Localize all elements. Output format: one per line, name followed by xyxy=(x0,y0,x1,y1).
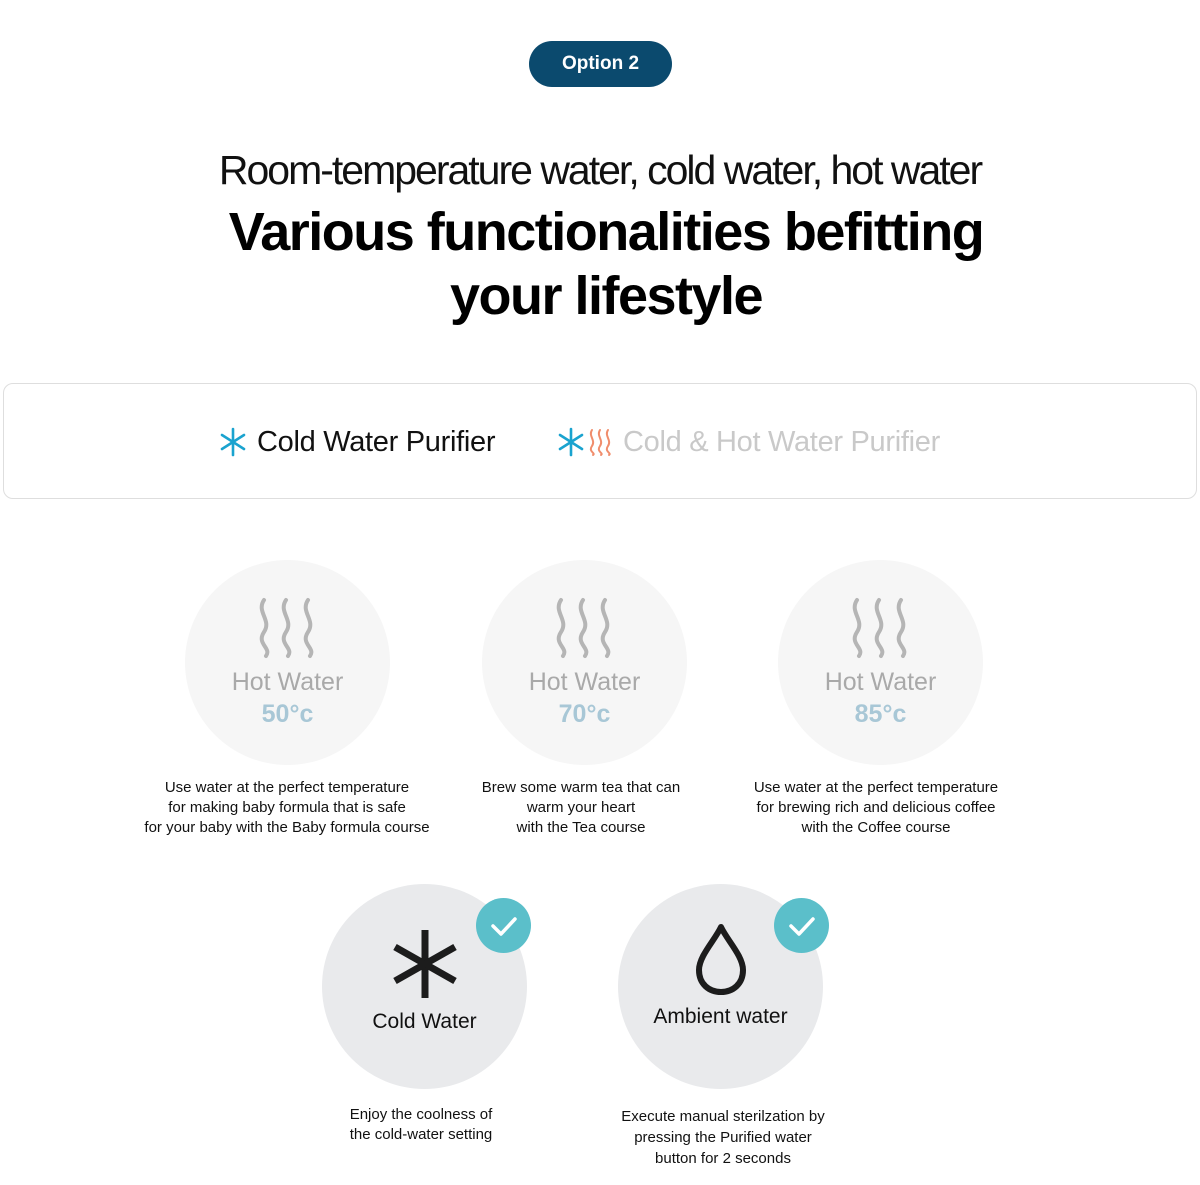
ambient-water-description: Execute manual sterilzation by pressing the Purified water button for 2 seconds xyxy=(621,1108,825,1167)
hot-water-50-description: Use water at the perfect temperature for making baby formula that is safe for your baby with the Baby formula course xyxy=(144,779,430,836)
steam-icon xyxy=(552,596,616,665)
water-drop-icon xyxy=(693,922,749,1001)
temperature-value: 70°c xyxy=(558,700,611,728)
checkmark-icon xyxy=(774,898,829,953)
temperature-value: 50°c xyxy=(261,700,314,728)
hot-water-85-description: Use water at the perfect temperature for brewing rich and delicious coffee with the Coffee course xyxy=(753,779,999,836)
hot-water-label: Hot Water xyxy=(528,668,641,696)
asterisk-icon xyxy=(391,928,459,1005)
ambient-water-label: Ambient water xyxy=(653,1005,788,1028)
hot-water-label: Hot Water xyxy=(231,668,344,696)
page-subtitle: Room-temperature water, cold water, hot water xyxy=(218,147,982,193)
hot-water-70-description: Brew some warm tea that can warm your heart with the Tea course xyxy=(481,779,681,836)
option-badge: Option 2 xyxy=(529,41,672,87)
cold-water-description: Enjoy the coolness of the cold-water setting xyxy=(349,1106,493,1143)
cold-water-label: Cold Water xyxy=(372,1010,477,1033)
hot-water-85-option xyxy=(778,560,983,765)
title-line-1: Various functionalities befitting xyxy=(228,202,984,262)
snowflake-icon xyxy=(219,427,247,457)
page-title xyxy=(0,200,1200,328)
tab-cold-water-purifier[interactable] xyxy=(219,420,495,464)
snowflake-icon xyxy=(557,427,585,457)
tab-cold-hot-water-purifier[interactable] xyxy=(557,420,940,464)
steam-icon xyxy=(848,596,912,665)
steam-icon xyxy=(587,427,613,457)
steam-icon xyxy=(255,596,319,665)
product-tabs xyxy=(3,383,1197,499)
tab-label: Cold & Hot Water Purifier xyxy=(623,425,940,458)
hot-water-50-option xyxy=(185,560,390,765)
hot-water-label: Hot Water xyxy=(824,668,937,696)
checkmark-icon xyxy=(476,898,531,953)
hot-water-70-option xyxy=(482,560,687,765)
title-line-2: your lifestyle xyxy=(449,266,763,326)
temperature-value: 85°c xyxy=(854,700,907,728)
tab-label: Cold Water Purifier xyxy=(257,425,496,458)
